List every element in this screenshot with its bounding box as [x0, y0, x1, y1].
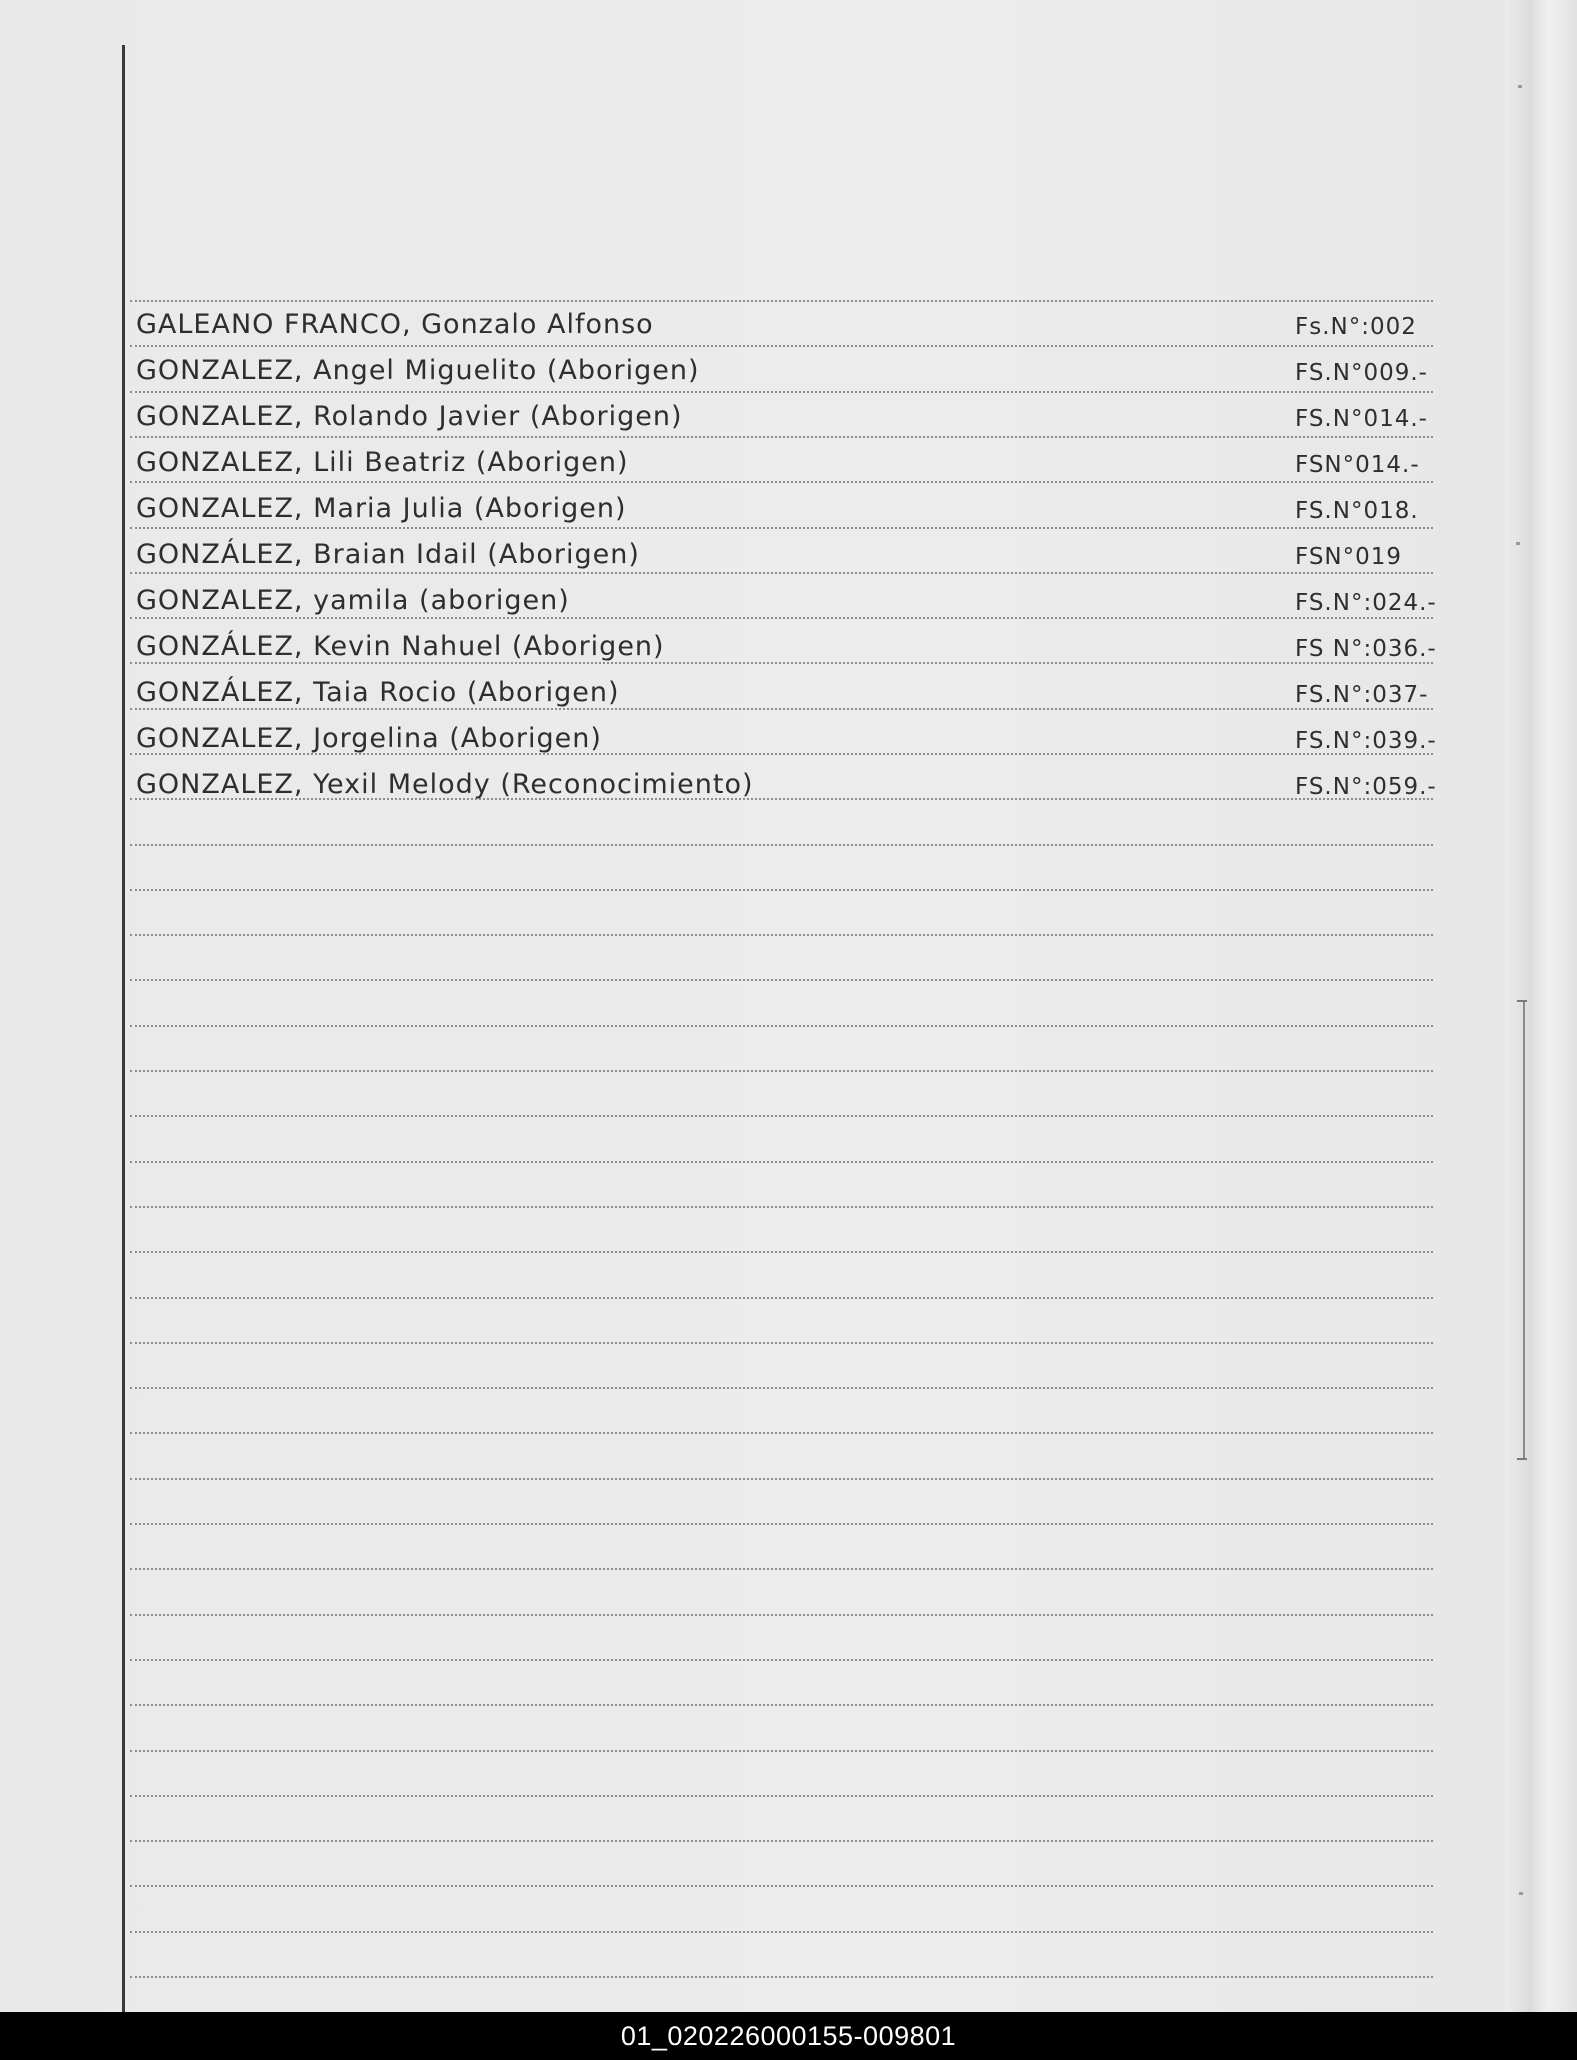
list-item [130, 438, 1450, 484]
page-binding-edge [1505, 0, 1577, 2012]
ruled-line [130, 934, 1433, 936]
entry-name: GONZÁLEZ, Braian Idail (Aborigen) [136, 539, 640, 570]
ruled-line [130, 1251, 1433, 1253]
ruled-line [130, 1885, 1433, 1887]
entry-folio: FSN°019 [1295, 544, 1403, 570]
ruled-line [130, 1704, 1433, 1706]
list-item [130, 668, 1450, 714]
list-item [130, 346, 1450, 392]
ruled-line [130, 1342, 1433, 1344]
list-item [130, 622, 1450, 668]
ruled-line [130, 1568, 1433, 1570]
list-item [130, 300, 1450, 346]
entry-folio: FSN°014.- [1295, 452, 1420, 478]
ruled-line [130, 1976, 1433, 1978]
entry-name: GONZALEZ, yamila (aborigen) [136, 585, 570, 616]
list-item [130, 576, 1450, 622]
entry-name: GONZALEZ, Maria Julia (Aborigen) [136, 493, 627, 524]
ruled-line [130, 1523, 1433, 1525]
ruled-line [130, 979, 1433, 981]
entry-folio: FS.N°:039.- [1295, 728, 1437, 754]
entry-name: GONZÁLEZ, Kevin Nahuel (Aborigen) [136, 631, 665, 662]
list-item [130, 760, 1450, 806]
ruled-line [130, 1840, 1433, 1842]
ruled-line [130, 1931, 1433, 1933]
entry-name: GONZALEZ, Yexil Melody (Reconocimiento) [136, 769, 754, 800]
list-item [130, 530, 1450, 576]
ruled-line [130, 1070, 1433, 1072]
scan-footer-bar [0, 2012, 1577, 2060]
entry-folio: FS.N°:037- [1295, 682, 1429, 708]
ruled-line [130, 1387, 1433, 1389]
ruled-line [130, 1025, 1433, 1027]
ruled-line [130, 1659, 1433, 1661]
name-list [130, 300, 1450, 806]
ruled-line [130, 1115, 1433, 1117]
scan-speck [1519, 1892, 1523, 1895]
entry-name: GONZALEZ, Jorgelina (Aborigen) [136, 723, 602, 754]
entry-folio: Fs.N°:002 [1295, 314, 1417, 340]
entry-name: GONZALEZ, Lili Beatriz (Aborigen) [136, 447, 629, 478]
entry-name: GONZALEZ, Rolando Javier (Aborigen) [136, 401, 683, 432]
left-margin-line [122, 45, 125, 2012]
entry-folio: FS.N°018. [1295, 498, 1419, 524]
ruled-line [130, 889, 1433, 891]
list-item [130, 484, 1450, 530]
entry-folio: FS N°:036.- [1295, 636, 1437, 662]
document-code: 01_020226000155-009801 [620, 2020, 957, 2051]
ruled-line [130, 1614, 1433, 1616]
ruled-line [130, 1432, 1433, 1434]
entry-folio: FS.N°:024.- [1295, 590, 1437, 616]
scan-speck [1518, 85, 1522, 88]
entry-folio: FS.N°:059.- [1295, 774, 1437, 800]
ruled-line [130, 1206, 1433, 1208]
entry-name: GONZALEZ, Angel Miguelito (Aborigen) [136, 355, 700, 386]
ruled-line [130, 1161, 1433, 1163]
list-item [130, 714, 1450, 760]
ruled-line [130, 1795, 1433, 1797]
ruled-line [130, 844, 1433, 846]
ruled-line [130, 1297, 1433, 1299]
scan-speck [1516, 542, 1520, 545]
ruled-line [130, 1750, 1433, 1752]
entry-name: GALEANO FRANCO, Gonzalo Alfonso [136, 309, 654, 340]
entry-folio: FS.N°014.- [1295, 406, 1428, 432]
entry-name: GONZÁLEZ, Taia Rocio (Aborigen) [136, 677, 620, 708]
edge-marker [1523, 1000, 1525, 1460]
entry-folio: FS.N°009.- [1295, 360, 1428, 386]
ruled-line [130, 1478, 1433, 1480]
list-item [130, 392, 1450, 438]
